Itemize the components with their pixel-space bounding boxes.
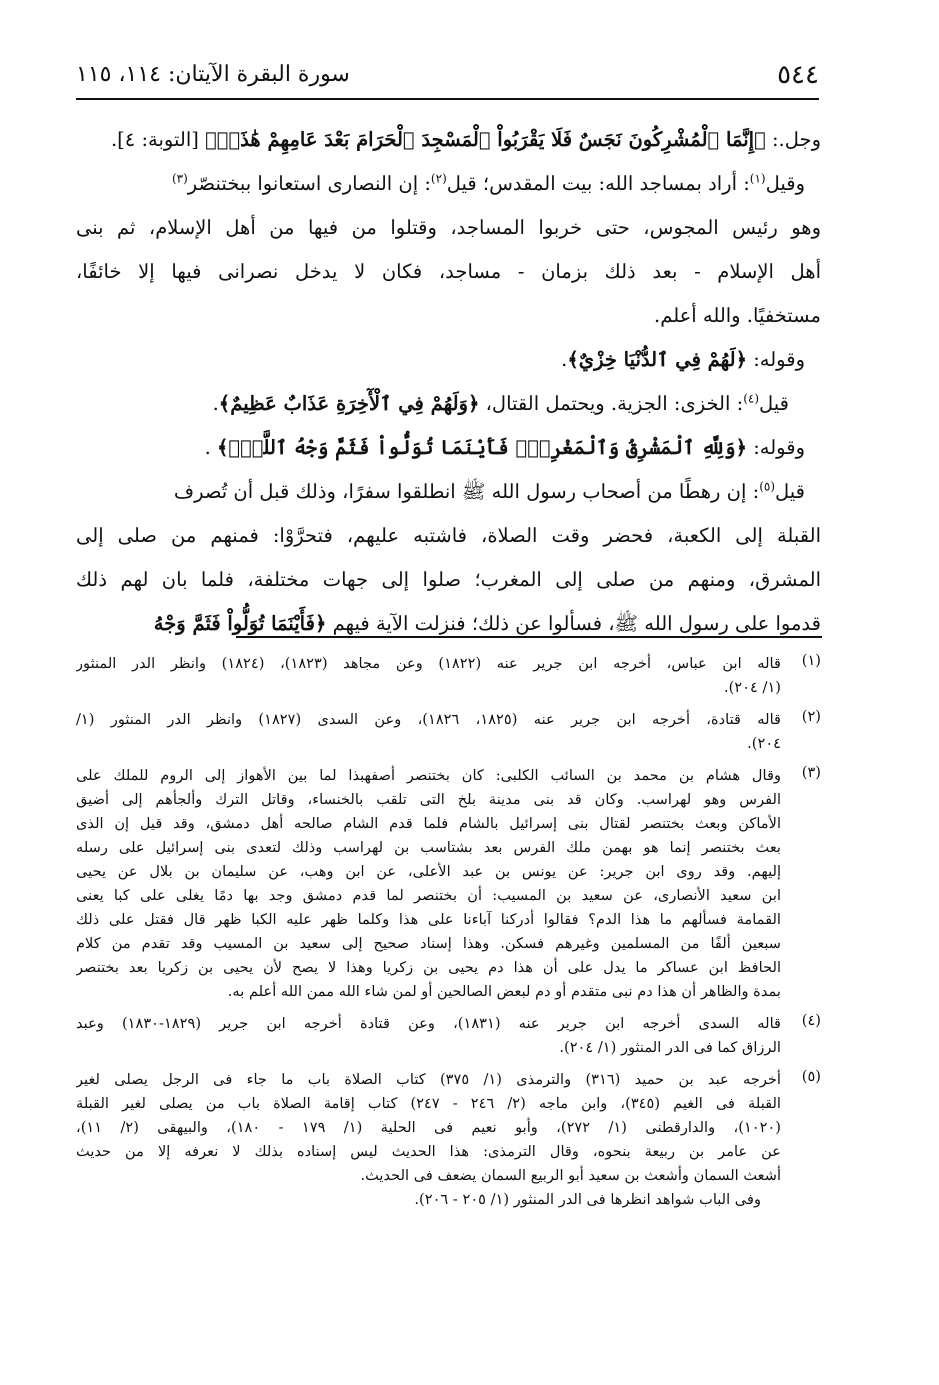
footnote-line: (١/ ٢٠٤). [724, 679, 781, 696]
footnote-line: القبلة فى الغيم (٣٤٥)، وابن ماجه (٢/ ٢٤٦ - ٢٤٧) كتاب إقامة الصلاة باب من يصلى لغير القبلة [76, 1095, 781, 1112]
footnote-line: (١٠٢٠)، والدارقطنى (١/ ٢٧٢)، وأبو نعيم فى الحلية (١/ ١٧٩ - ١٨٠)، والبيهقى (٢/ ١١)، [76, 1119, 781, 1136]
footnote-line: قاله قتادة، أخرجه ابن جرير عنه (١٨٢٥، ١٨٢٦)، وعن السدى (١٨٢٧) وانظر الدر المنثور (١/ [76, 711, 781, 728]
footnote-ref: (٣) [171, 171, 188, 186]
footnote-line: الحافظ ابن عساكر ما يدل على أن هذا دم يحيى بن زكريا وهذا لا يصح لأن يحيى بن زكريا بعد بختنصر [76, 959, 781, 976]
quran-verse: ﴿وَلَهُمْ فِي ٱلْأٓخِرَةِ عَذَابٌ عَظِيمٌ﴾ [218, 392, 480, 415]
footnote-rule [236, 636, 822, 638]
text-line: وهو رئيس المجوس، حتى خربوا المساجد، وقتلوا من فيها من أهل الإسلام، ثم بنى [76, 216, 821, 239]
text-line: قدموا على رسول الله ﷺ، فسألوا عن ذلك؛ فنزلت الآية فيهم ﴿فَأَيْنَمَا تُوَلُّواْ فَثَمَّ وَجْهُ [153, 612, 821, 635]
text-line: وقوله: ﴿وَلِلَّهِ ٱلْمَشْرِقُ وَٱلْمَغْرِبُۚ فَأَيْنَمَا تُوَلُّواْ فَثَمَّ وَجْهُ ٱللَّهِۚ﴾ . [204, 436, 805, 459]
footnote-line: أشعث السمان وأشعث بن سعيد أبو الربيع السمان يضعف فى الحديث. [360, 1167, 781, 1184]
quran-verse: ﴿وَلِلَّهِ ٱلْمَشْرِقُ وَٱلْمَغْرِبُۚ فَأَيْنَمَا تُوَلُّواْ فَثَمَّ وَجْهُ ٱللَّهِۚ﴾ [216, 436, 748, 459]
footnote [76, 764, 821, 1004]
footnote-line: وفى الباب شواهد انظرها فى الدر المنثور (١/ ٢٠٥ - ٢٠٦). [414, 1191, 761, 1208]
text-line: القبلة إلى الكعبة، فحضر وقت الصلاة، فاشتبه عليهم، فتحرَّوْا: فمنهم من صلى إلى [76, 524, 821, 547]
footnote-line: بعث بختنصر إنما هو بهمن ملك الفرس بعد بشتاسب بن لهراسب وذلك لتعدى بنى إسرائيل على رسله [76, 839, 781, 856]
footnote-line: قاله ابن عباس، أخرجه ابن جرير عنه (١٨٢٢) وعن مجاهد (١٨٢٣)، (١٨٢٤) وانظر الدر المنثور [76, 655, 781, 672]
footnote-line: عن عامر بن ربيعة بنحوه، وقال الترمذى: هذا الحديث ليس إسناده بذلك لا نعرفه إلا من حديث [76, 1143, 781, 1160]
quran-verse: ﴿إِنَّمَا ٱلْمُشْرِكُونَ نَجَسٌ فَلَا يَقْرَبُواْ ٱلْمَسْجِدَ ٱلْحَرَامَ بَعْدَ عَامِهِمْ هَٰذَاۚ﴾ [205, 128, 766, 151]
text-line: مستخفيًا. والله أعلم. [654, 304, 821, 327]
text-line: وقوله: ﴿لَهُمْ فِي ٱلدُّنْيَا خِزْيٌ﴾. [561, 348, 805, 371]
text-line: قيل$^{(٤)}$: الخزى: الجزية. ويحتمل القتال، ﴿وَلَهُمْ فِي ٱلْأٓخِرَةِ عَذَابٌ عَظِيمٌ﴾. [212, 391, 789, 415]
page-number: ٥٤٤ [777, 60, 819, 90]
footnote-ref: (٥) [759, 479, 776, 494]
footnote [76, 652, 821, 700]
footnote-line: القمامة فسألهم ما هذا الدم؟ فقالوا أدركنا آباءنا على هذا وكلما ظهر عليه الكبا ظهر قال فقتل على ذلك [76, 911, 781, 928]
page-header [76, 56, 819, 100]
footnote-line: ٢٠٤). [747, 735, 781, 752]
footnote-line: الأماكن وبعث بختنصر لقتال بنى إسرائيل بالشام فلما قدم الشام صالحه أهل دمشق، وقد قيل إن الذى [76, 815, 781, 832]
header-rule [76, 98, 819, 100]
text-line: المشرق، ومنهم من صلى إلى المغرب؛ صلوا إلى جهات مختلفة، فلما بان لهم ذلك [76, 568, 821, 591]
footnote-line: الفرس وهو لهراسب. وكان قد بنى مدينة بلخ التى تلقب بالخنساء، وقاتل الترك وألجأهم إلى أضيق [76, 791, 781, 808]
footnote-line: وقال هشام بن محمد بن السائب الكلبى: كان بختنصر أصفهبذا لما بين الأهواز إلى الروم للملك على [76, 767, 781, 784]
quran-verse: ﴿فَأَيْنَمَا تُوَلُّواْ فَثَمَّ وَجْهُ [153, 612, 327, 635]
footnote-ref: (٤) [743, 391, 760, 406]
main-text [76, 118, 821, 646]
footnote-number: (١) [801, 652, 821, 669]
footnote-line: إليهم. وقد روى ابن جرير: عن يونس بن عبد الأعلى، عن ابن وهب، عن سليمان بن بلال عن يحيى [76, 863, 781, 880]
footnote [76, 1012, 821, 1060]
text-line: وقيل$^{(١)}$: أراد بمساجد الله: بيت المقدس؛ قيل$^{(٢)}$: إن النصارى استعانوا ببختنصّر$^{(٣)}$ [171, 171, 805, 195]
quran-verse: ﴿لَهُمْ فِي ٱلدُّنْيَا خِزْيٌ﴾ [567, 348, 748, 371]
section-title: سورة البقرة الآيتان: ١١٤، ١١٥ [76, 62, 350, 87]
footnote-ref: (١) [749, 171, 766, 186]
footnote [76, 1068, 821, 1212]
footnote-line: قاله السدى أخرجه ابن جرير عنه (١٨٣١)، وعن قتادة أخرجه ابن جرير (١٨٢٩-١٨٣٠) وعبد [76, 1015, 781, 1032]
footnote-number: (٣) [801, 764, 821, 781]
footnote [76, 708, 821, 756]
text-line: أهل الإسلام - بعد ذلك بزمان - مساجد، فكان لا يدخل نصرانى فيها إلا خائفًا، [76, 260, 821, 283]
footnote-number: (٢) [801, 708, 821, 725]
footnote-line: الرزاق كما فى الدر المنثور (١/ ٢٠٤). [559, 1039, 781, 1056]
footnotes [76, 652, 821, 1220]
footnote-number: (٤) [801, 1012, 821, 1029]
footnote-ref: (٢) [430, 171, 447, 186]
footnote-line: سبعين ألفًا من المسلمين وغيرهم فسكن. وهذا إسناد صحيح إلى سعيد بن المسيب وقد تقدم من كلام [76, 935, 781, 952]
footnote-line: ابن سعيد الأنصارى، عن سعيد بن المسيب: أن بختنصر لما قدم دمشق وجد بها دمًا يغلى على كبا يعنى [76, 887, 781, 904]
footnote-line: أخرجه عبد بن حميد (٣١٦) والترمذى (١/ ٣٧٥) كتاب الصلاة باب ما جاء فى الرجل يصلى لغير [76, 1071, 781, 1088]
footnote-line: بمدة والظاهر أن هذا دم نبى متقدم أو دم لبعض الصالحين أو لمن شاء الله ممن الله أعلم به. [227, 983, 781, 1000]
text-line: وجل.: ﴿إِنَّمَا ٱلْمُشْرِكُونَ نَجَسٌ فَلَا يَقْرَبُواْ ٱلْمَسْجِدَ ٱلْحَرَامَ بَعْدَ عَامِهِمْ هَٰذَاۚ﴾ [التوبة: ٤]. [110, 128, 821, 151]
footnote-number: (٥) [801, 1068, 821, 1085]
text-line: قيل$^{(٥)}$: إن رهطًا من أصحاب رسول الله ﷺ انطلقوا سفرًا، وذلك قبل أن تُصرف [173, 479, 805, 503]
